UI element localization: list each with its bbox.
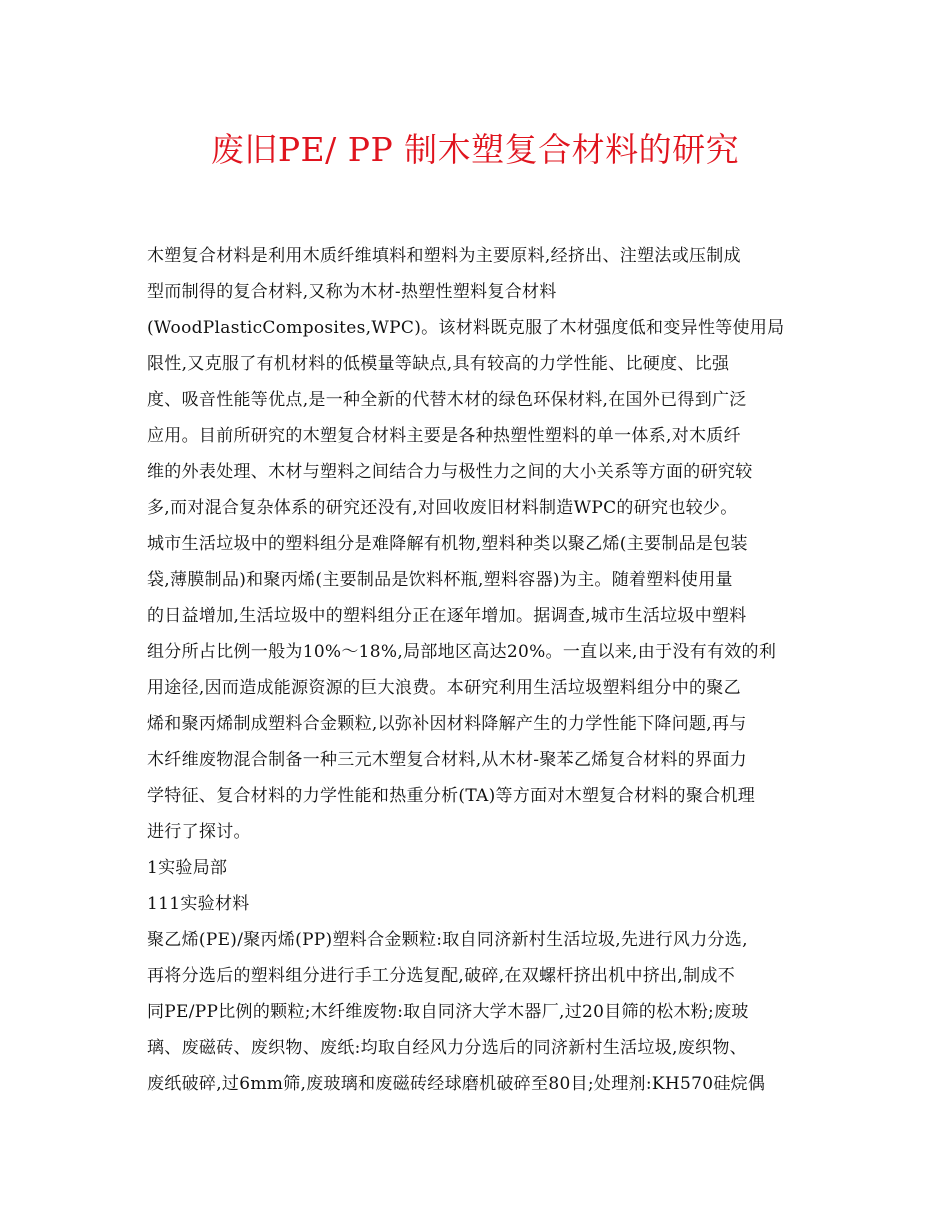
body-line: 学特征、复合材料的力学性能和热重分析(TA)等方面对木塑复合材料的聚合机理 — [147, 786, 756, 806]
body-line: 聚乙烯(PE)/聚丙烯(PP)塑料合金颗粒:取自同济新村生活垃圾,先进行风力分选, — [147, 930, 748, 950]
body-line: 进行了探讨。 — [147, 822, 251, 842]
body-line: 限性,又克服了有机材料的低模量等缺点,具有较高的力学性能、比硬度、比强 — [147, 354, 730, 374]
document-body — [147, 238, 809, 1102]
body-line: 再将分选后的塑料组分进行手工分选复配,破碎,在双螺杆挤出机中挤出,制成不 — [147, 966, 736, 986]
body-line: 木塑复合材料是利用木质纤维填料和塑料为主要原料,经挤出、注塑法或压制成 — [147, 246, 741, 266]
body-line: 废纸破碎,过6mm筛,废玻璃和废磁砖经球磨机破碎至80目;处理剂:KH570硅烷偶 — [147, 1074, 766, 1094]
body-line: 璃、废磁砖、废织物、废纸:均取自经风力分选后的同济新村生活垃圾,废织物、 — [147, 1038, 747, 1058]
document-title: 废旧PE/ PP 制木塑复合材料的研究 — [210, 130, 740, 169]
body-line: 型而制得的复合材料,又称为木材-热塑性塑料复合材料 — [147, 282, 557, 302]
body-line: 木纤维废物混合制备一种三元木塑复合材料,从木材-聚苯乙烯复合材料的界面力 — [147, 750, 747, 770]
body-line: 袋,薄膜制品)和聚丙烯(主要制品是饮料杯瓶,塑料容器)为主。随着塑料使用量 — [147, 570, 733, 590]
body-line: 同PE/PP比例的颗粒;木纤维废物:取自同济大学木器厂,过20目筛的松木粉;废玻 — [147, 1002, 749, 1022]
subsection-heading: 111实验材料 — [147, 894, 250, 914]
section-heading: 1实验局部 — [147, 858, 228, 878]
body-line: 的日益增加,生活垃圾中的塑料组分正在逐年增加。据调查,城市生活垃圾中塑料 — [147, 606, 747, 626]
body-line: 用途径,因而造成能源资源的巨大浪费。本研究利用生活垃圾塑料组分中的聚乙 — [147, 678, 741, 698]
body-line: (WoodPlasticComposites,WPC)。该材料既克服了木材强度低和变异性等使用局 — [147, 318, 785, 338]
body-line: 城市生活垃圾中的塑料组分是难降解有机物,塑料种类以聚乙烯(主要制品是包装 — [147, 534, 748, 554]
body-line: 维的外表处理、木材与塑料之间结合力与极性力之间的大小关系等方面的研究较 — [147, 462, 753, 482]
body-line: 烯和聚丙烯制成塑料合金颗粒,以弥补因材料降解产生的力学性能下降问题,再与 — [147, 714, 747, 734]
body-line: 多,而对混合复杂体系的研究还没有,对回收废旧材料制造WPC的研究也较少。 — [147, 498, 738, 518]
body-line: 度、吸音性能等优点,是一种全新的代替木材的绿色环保材料,在国外已得到广泛 — [147, 390, 747, 410]
body-line: 应用。目前所研究的木塑复合材料主要是各种热塑性塑料的单一体系,对木质纤 — [147, 426, 741, 446]
body-line: 组分所占比例一般为10%～18%,局部地区高达20%。一直以来,由于没有有效的利 — [147, 642, 777, 662]
